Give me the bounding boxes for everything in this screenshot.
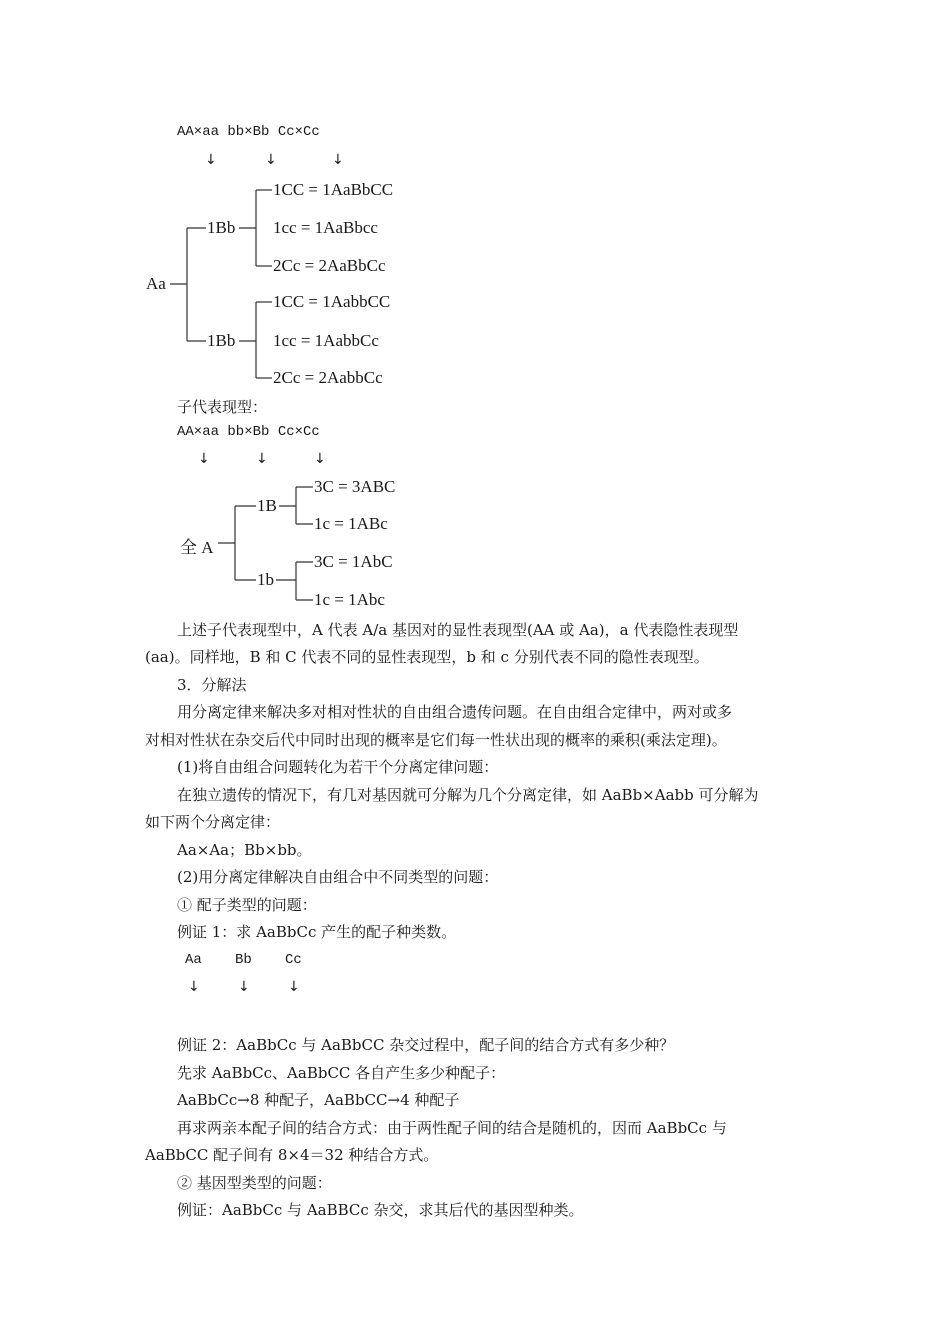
example-1: 例证 1：求 AaBbCc 产生的配子种类数。 <box>177 923 457 941</box>
section-heading-3: 3．分解法 <box>177 676 247 694</box>
p3-line2: 如下两个分离定律： <box>145 813 281 831</box>
ex1-gene-cc: Cc <box>285 952 302 968</box>
tree1-b2-item-3: 2Cc = 2AabbCc <box>273 368 383 387</box>
ex2-line1: 先求 AaBbCc、AaBbCC 各自产生多少种配子： <box>177 1064 506 1082</box>
tree2-b1-item-1: 3C = 3ABC <box>314 477 396 496</box>
ex2-line3: 再求两亲本配子间的结合方式：由于两性配子间的结合是随机的，因而 AaBbCc 与 <box>177 1119 727 1137</box>
tree1-branch1: 1Bb <box>207 218 236 237</box>
subsection-1: (1)将自由组合问题转化为若干个分离定律问题： <box>177 758 499 776</box>
subsection-2a: ① 配子类型的问题： <box>177 896 317 914</box>
tree1-b2-item-2: 1cc = 1AabbCc <box>273 331 379 350</box>
p2-line2: 对相对性状在杂交后代中同时出现的概率是它们每一性状出现的概率的乘积(乘法定理)。 <box>145 731 727 749</box>
ex1-gene-bb: Bb <box>235 952 252 968</box>
tree2-cross: AA×aa bb×Bb Cc×Cc <box>177 424 320 440</box>
tree2-arrow-3: ↓ <box>314 451 326 467</box>
p1-line2: (aa)。同样地，B 和 C 代表不同的显性表现型，b 和 c 分别代表不同的隐性表现型。 <box>145 648 709 666</box>
p1-line1: 上述子代表现型中，A 代表 A/a 基因对的显性表现型(AA 或 Aa)，a 代表隐性表现型 <box>177 621 739 639</box>
ex1-arrow-1: ↓ <box>188 979 200 995</box>
tree2-arrow-2: ↓ <box>256 451 268 467</box>
tree2-root: 全 A <box>180 538 214 557</box>
tree1-branch2: 1Bb <box>207 331 236 350</box>
example-3: 例证：AaBbCc 与 AaBBCc 杂交，求其后代的基因型种类。 <box>177 1201 584 1219</box>
tree1-b2-item-1: 1CC = 1AabbCC <box>273 292 391 311</box>
subsection-2: (2)用分离定律解决自由组合中不同类型的问题： <box>177 868 499 886</box>
tree1-arrow-3: ↓ <box>332 152 344 168</box>
example-2: 例证 2：AaBbCc 与 AaBbCC 杂交过程中，配子间的结合方式有多少种？ <box>177 1036 675 1054</box>
subsection-2b: ② 基因型类型的问题： <box>177 1174 332 1192</box>
phenotype-heading: 子代表现型： <box>177 398 268 416</box>
tree1-b1-item-3: 2Cc = 2AaBbCc <box>273 256 386 275</box>
tree1-arrow-2: ↓ <box>265 152 277 168</box>
p3-line1: 在独立遗传的情况下，有几对基因就可分解为几个分离定律，如 AaBb×Aabb 可分解为 <box>177 786 759 804</box>
ex2-line2: AaBbCc→8 种配子，AaBbCC→4 种配子 <box>177 1091 460 1109</box>
tree2-b2-item-1: 3C = 1AbC <box>314 552 393 571</box>
tree2-branch1: 1B <box>257 496 277 515</box>
ex2-line4: AaBbCC 配子间有 8×4＝32 种结合方式。 <box>145 1146 439 1164</box>
tree1-root: Aa <box>146 274 166 293</box>
tree1-cross: AA×aa bb×Bb Cc×Cc <box>177 124 320 140</box>
p4: Aa×Aa；Bb×bb。 <box>177 841 312 859</box>
tree2-branch2: 1b <box>257 570 274 589</box>
tree1-b1-item-1: 1CC = 1AaBbCC <box>273 180 394 199</box>
ex1-arrow-3: ↓ <box>288 979 300 995</box>
tree1-b1-item-2: 1cc = 1AaBbcc <box>273 218 378 237</box>
tree2-b2-item-2: 1c = 1Abc <box>314 590 385 609</box>
tree2-b1-item-2: 1c = 1ABc <box>314 514 388 533</box>
tree2-arrow-1: ↓ <box>198 451 210 467</box>
ex1-arrow-2: ↓ <box>238 979 250 995</box>
p2-line1: 用分离定律来解决多对相对性状的自由组合遗传问题。在自由组合定律中，两对或多 <box>177 703 733 721</box>
tree1-arrow-1: ↓ <box>205 152 217 168</box>
ex1-gene-aa: Aa <box>185 952 202 968</box>
